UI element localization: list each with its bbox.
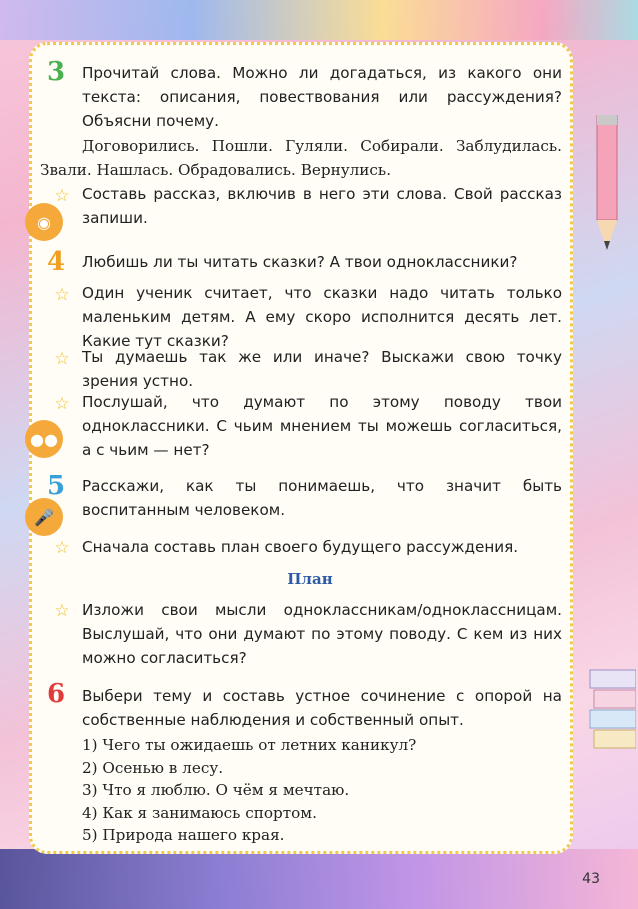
list-item: 5) Природа нашего края. — [82, 826, 285, 844]
task-number-3: 3 — [46, 57, 66, 87]
list-item: 3) Что я люблю. О чём я мечтаю. — [82, 781, 350, 799]
books-icon — [588, 660, 636, 780]
task-4-star-2: Ты думаешь так же или иначе? Выскажи свою точку зрения устно. — [82, 348, 562, 390]
list-item: 2) Осенью в лесу. — [82, 758, 224, 777]
star-icon: ☆ — [54, 349, 70, 369]
plan-heading: План — [287, 570, 333, 588]
task-5-number — [42, 472, 70, 500]
task-5-intro: Расскажи, как ты понимаешь, что значит быть воспитанным человеком. — [82, 477, 562, 519]
task-4-intro: Любишь ли ты читать сказки? А твои одноклассники? — [82, 253, 518, 271]
task-3-star-1: Составь рассказ, включив в него эти слова. Свой рассказ запиши. — [82, 185, 562, 227]
task-6-number — [42, 680, 70, 708]
star-icon: ☆ — [54, 601, 70, 621]
task-3-words: Договорились. Пошли. Гуляли. Собирали. Заблудилась. Звали. Нашлась. Обрадовались. Вернулись. — [40, 137, 562, 179]
star-icon: ☆ — [54, 538, 70, 558]
bottom-decoration — [0, 849, 638, 909]
task-6-intro: Выбери тему и составь устное сочинение с опорой на собственные наблюдения и собственный опыт. — [82, 687, 562, 729]
list-item: 4) Как я занимаюсь спортом. — [82, 803, 317, 822]
task-4-number — [42, 248, 70, 276]
list-item: 1) Чего ты ожидаешь от летних каникул? — [82, 736, 417, 754]
group-people-icon: ●● — [25, 420, 63, 458]
star-icon: ☆ — [54, 186, 70, 206]
star-icon: ☆ — [54, 394, 70, 414]
task-3-number — [42, 58, 70, 86]
page-number: 43 — [582, 871, 600, 887]
task-3-intro: Прочитай слова. Можно ли догадаться, из какого они текста: описания, повествования или рассуждения? Объясни почему. — [82, 64, 562, 130]
task-5-star-1: Сначала составь план своего будущего рассуждения. — [82, 538, 519, 556]
top-decoration — [0, 0, 638, 40]
task-number-5: 5 — [46, 471, 66, 501]
owl-icon: ◉ — [25, 203, 63, 241]
task-number-6: 6 — [46, 679, 66, 709]
star-icon: ☆ — [54, 285, 70, 305]
task-5-star-2: Изложи свои мысли одноклассникам/одноклассницам. Выслушай, что они думают по этому поводу. С кем из них можно согласиться? — [82, 601, 562, 667]
task-4-star-1: Один ученик считает, что сказки надо читать только маленьким детям. А ему скоро исполнится десять лет. Какие тут сказки? — [82, 284, 562, 350]
task-6-topic-list — [82, 734, 562, 847]
task-number-4: 4 — [46, 247, 66, 277]
pencil-icon — [585, 115, 630, 255]
task-4-star-3: Послушай, что думают по этому поводу твои одноклассники. С чьим мнением ты можешь согласиться, а с чьим — нет? — [82, 393, 562, 459]
microphone-icon: 🎤 — [25, 498, 63, 536]
